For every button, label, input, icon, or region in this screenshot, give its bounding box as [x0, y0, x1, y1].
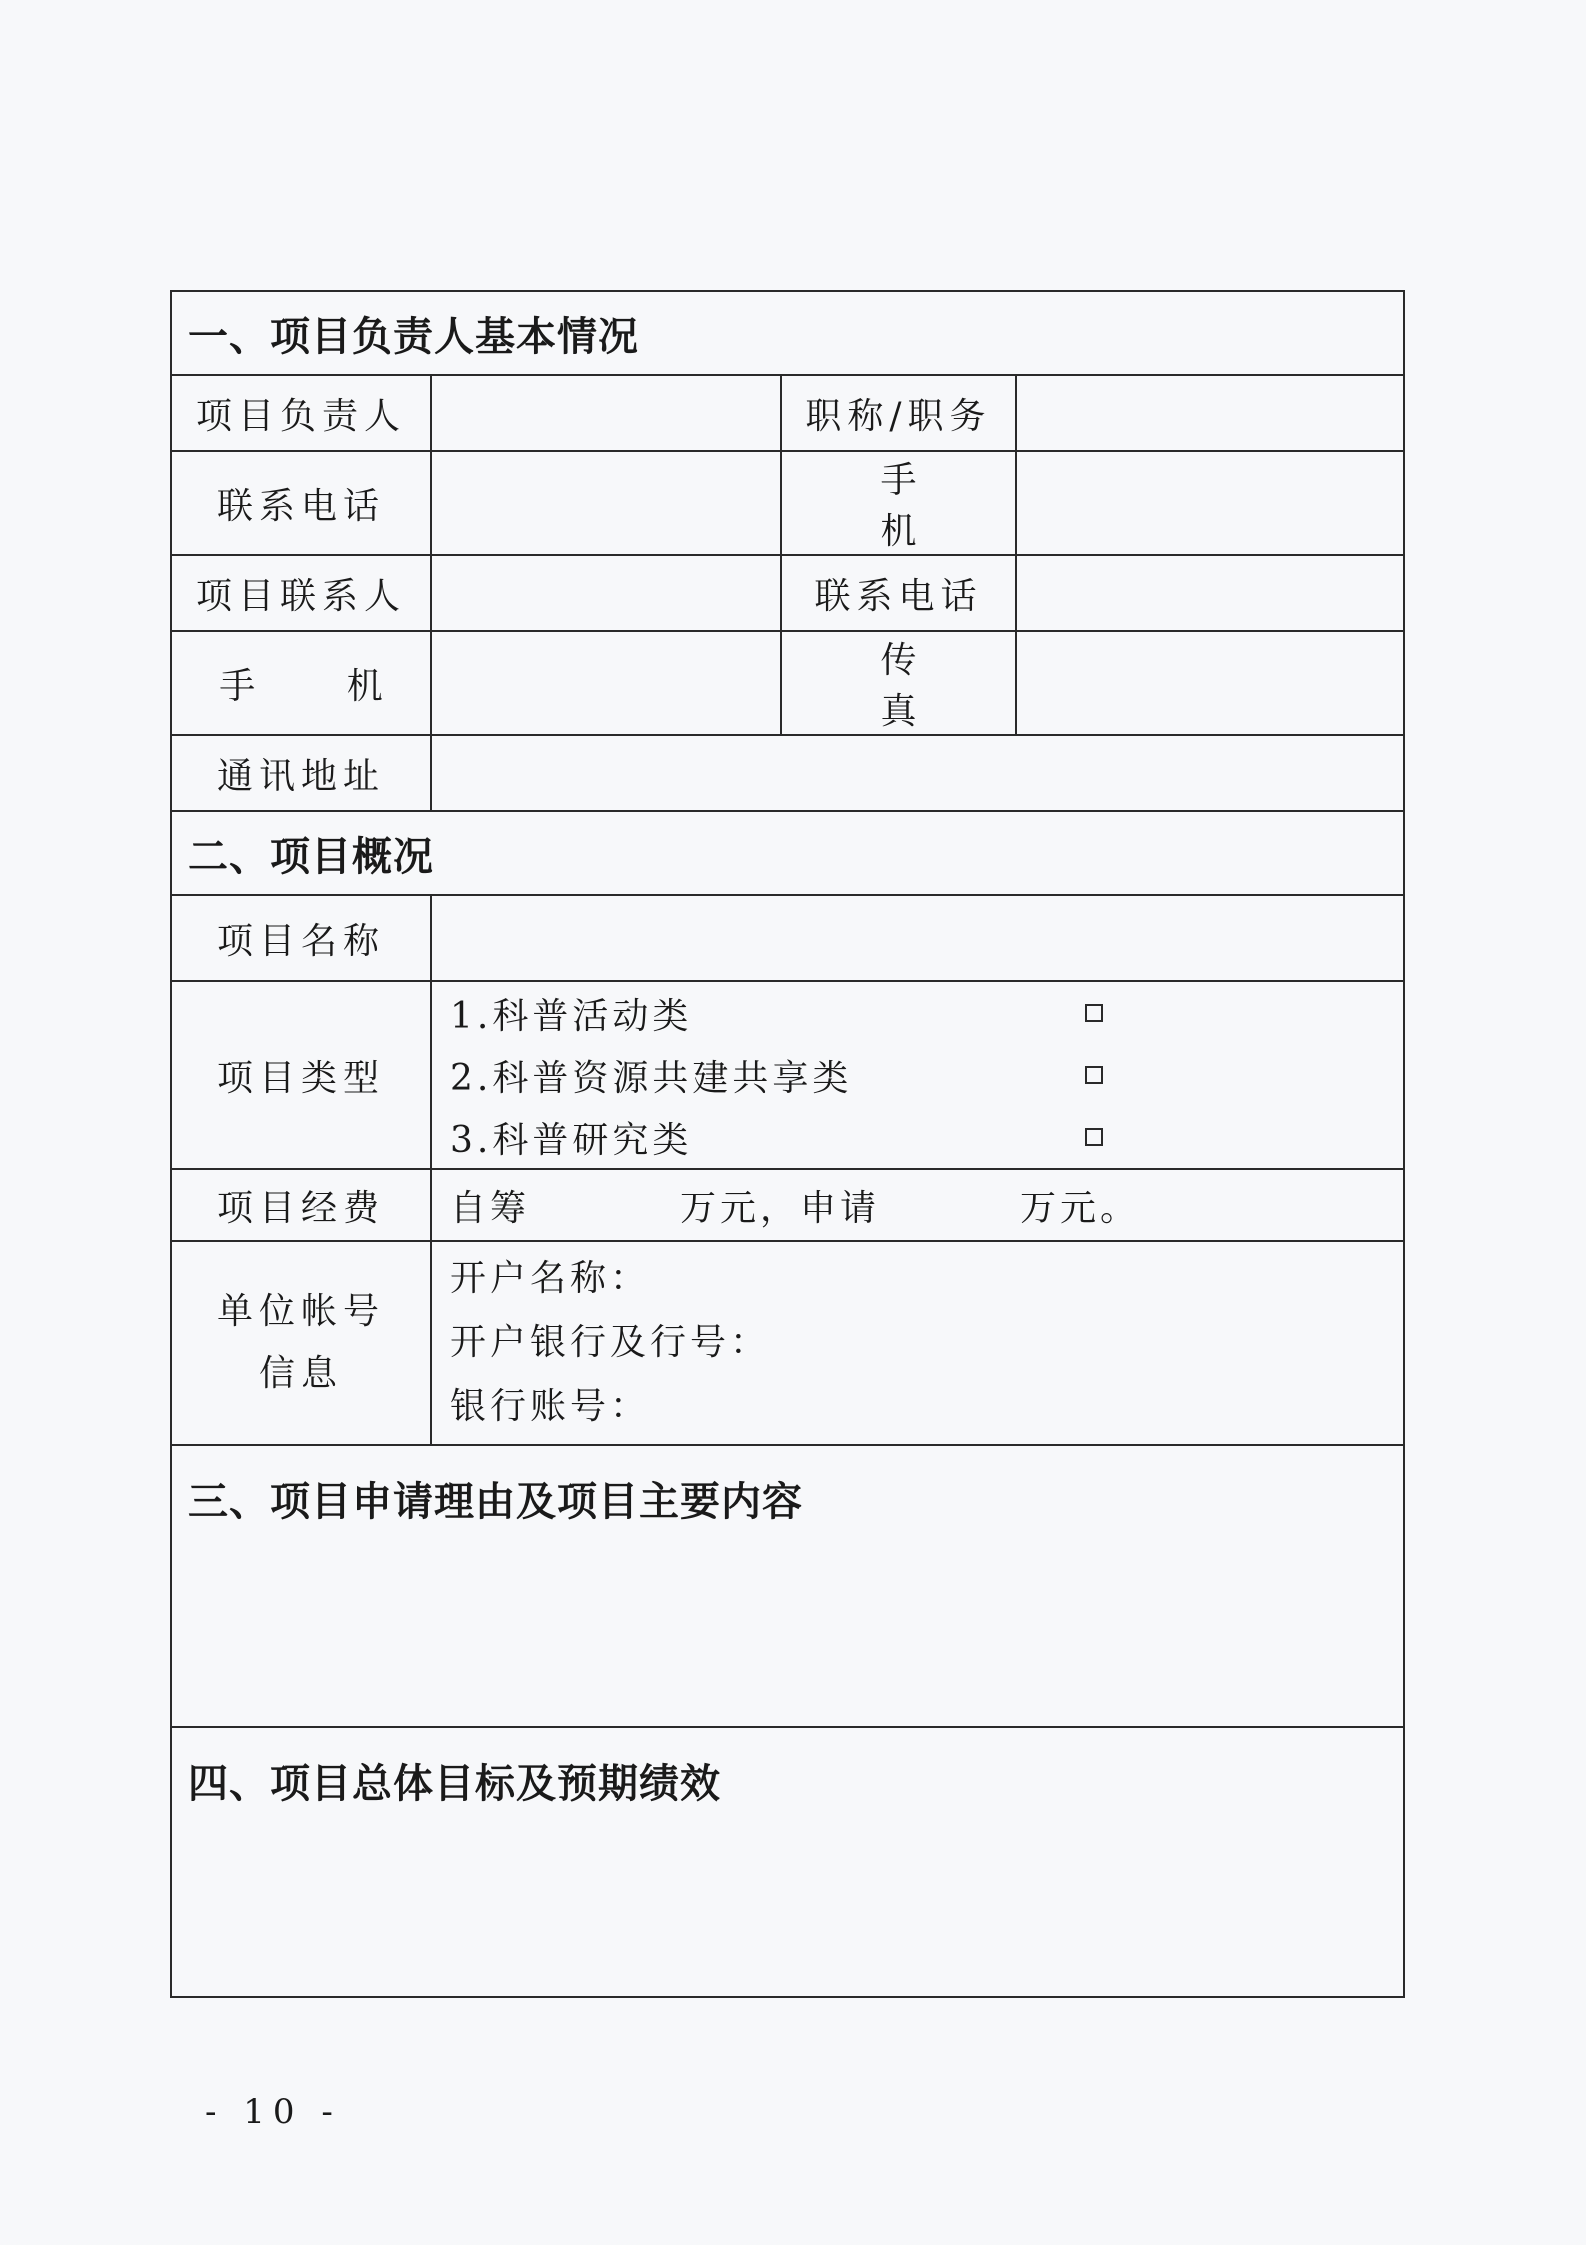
label-contact-mobile: 手 机: [171, 631, 431, 735]
project-funds-field: [431, 1169, 1404, 1241]
label-phone: 联系电话: [171, 451, 431, 555]
section1-title: 一、项目负责人基本情况: [171, 291, 1404, 375]
account-name-line[interactable]: 开户名称：: [450, 1258, 651, 1299]
checkbox-icon[interactable]: [1085, 1128, 1103, 1146]
label-contact-phone: 联系电话: [781, 555, 1016, 631]
label-address: 通讯地址: [171, 735, 431, 811]
type-option-2[interactable]: [450, 1044, 1403, 1106]
label-project-name: 项目名称: [171, 895, 431, 981]
section3-title[interactable]: 三、项目申请理由及项目主要内容: [171, 1445, 1404, 1727]
table-row: [171, 735, 1404, 811]
mobile-field[interactable]: [1016, 451, 1404, 555]
label-project-funds: 项目经费: [171, 1169, 431, 1241]
table-row: [171, 631, 1404, 735]
label-mobile: 手 机: [781, 451, 1016, 555]
page-number: - 10 -: [205, 2092, 341, 2132]
label-project-type: 项目类型: [171, 981, 431, 1169]
type-option-1-label: 1.科普活动类: [450, 995, 693, 1037]
account-info-field: [431, 1241, 1404, 1445]
table-row: [171, 1241, 1404, 1445]
table-row: [171, 555, 1404, 631]
address-field[interactable]: [431, 735, 1404, 811]
label-title-position: 职称/职务: [781, 375, 1016, 451]
table-row: [171, 451, 1404, 555]
label-fax: 传 真: [781, 631, 1016, 735]
title-position-field[interactable]: [1016, 375, 1404, 451]
type-option-2-label: 2.科普资源共建共享类: [450, 1057, 853, 1099]
type-option-3[interactable]: [450, 1106, 1403, 1168]
fund-unit-end: 万元。: [1020, 1187, 1141, 1229]
project-contact-field[interactable]: [431, 555, 781, 631]
account-label-line2: 信息: [258, 1353, 343, 1394]
project-type-options: [431, 981, 1404, 1169]
checkbox-icon[interactable]: [1085, 1066, 1103, 1084]
fax-field[interactable]: [1016, 631, 1404, 735]
fund-unit-apply: 万元，申请: [680, 1187, 881, 1229]
fund-self-label: 自筹: [450, 1187, 531, 1229]
project-leader-field[interactable]: [431, 375, 781, 451]
application-form-table: [170, 290, 1405, 1998]
table-row: [171, 981, 1404, 1169]
type-option-3-label: 3.科普研究类: [450, 1119, 693, 1161]
project-name-field[interactable]: [431, 895, 1404, 981]
label-account-info: [171, 1241, 431, 1445]
phone-field[interactable]: [431, 451, 781, 555]
table-row: [171, 895, 1404, 981]
table-row: [171, 1169, 1404, 1241]
section4-title[interactable]: 四、项目总体目标及预期绩效: [171, 1727, 1404, 1997]
section2-title: 二、项目概况: [171, 811, 1404, 895]
account-bank-line[interactable]: 开户银行及行号：: [450, 1322, 771, 1363]
table-row: [171, 375, 1404, 451]
checkbox-icon[interactable]: [1085, 1004, 1103, 1022]
label-project-leader: 项目负责人: [171, 375, 431, 451]
label-project-contact: 项目联系人: [171, 555, 431, 631]
type-option-1[interactable]: [450, 982, 1403, 1044]
account-number-line[interactable]: 银行账号：: [450, 1386, 651, 1427]
account-label-line1: 单位帐号: [216, 1291, 385, 1332]
contact-phone-field[interactable]: [1016, 555, 1404, 631]
contact-mobile-field[interactable]: [431, 631, 781, 735]
